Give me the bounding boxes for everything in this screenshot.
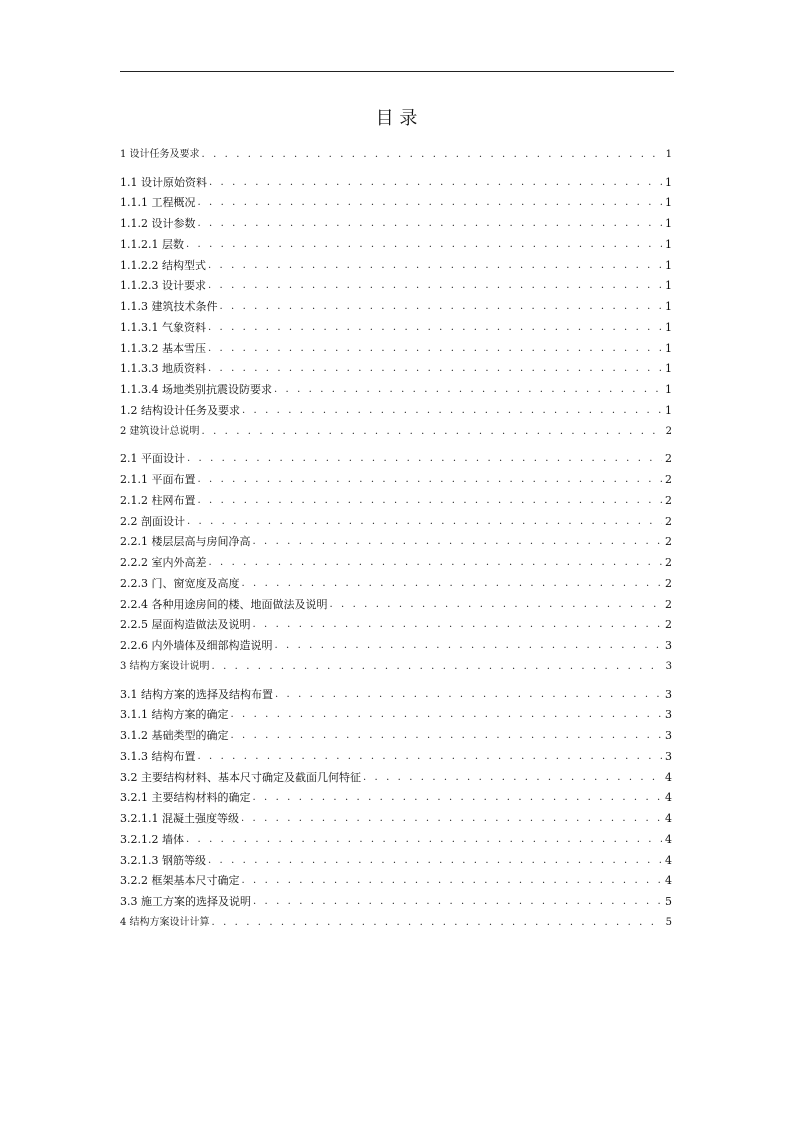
- toc-entry-page-number: 3: [665, 708, 672, 722]
- dot-leader: [253, 618, 663, 631]
- dot-leader: [208, 321, 662, 334]
- toc-entry-label: 3.1.2 基础类型的确定: [120, 729, 229, 742]
- toc-entry[interactable]: [120, 701, 672, 722]
- toc-entry[interactable]: [120, 804, 672, 825]
- toc-entry-label: 4 结构方案设计计算: [120, 916, 210, 928]
- toc-entry-page-number: 1: [665, 341, 672, 355]
- toc-entry[interactable]: [120, 251, 672, 272]
- toc-entry-label: 3.2.1.1 混凝土强度等级: [120, 812, 239, 825]
- dot-leader: [198, 217, 663, 230]
- toc-entry-label: 3.2.1.2 墙体: [120, 832, 184, 846]
- dot-leader: [253, 535, 663, 548]
- toc-entry-page-number: 4: [665, 812, 672, 825]
- toc-entry[interactable]: [120, 272, 672, 293]
- dot-leader: [209, 176, 662, 189]
- toc-entry-label: 2.1.2 柱网布置: [120, 493, 196, 507]
- dot-leader: [202, 425, 658, 438]
- toc-entry[interactable]: [120, 313, 672, 334]
- toc-entry-label: 1.1.2.3 设计要求: [120, 279, 206, 293]
- toc-entry-page-number: 2: [665, 618, 672, 632]
- dot-leader: [208, 259, 662, 272]
- toc-entry[interactable]: [120, 445, 672, 466]
- dot-leader: [187, 515, 662, 528]
- toc-entry-label: 1.1.2 设计参数: [120, 217, 196, 230]
- dot-leader: [208, 854, 662, 867]
- dot-leader: [198, 494, 663, 507]
- toc-entry-label: 1.1.3.2 基本雪压: [120, 341, 206, 355]
- toc-entry-label: 1.1.2.1 层数: [120, 237, 184, 251]
- toc-entry[interactable]: [120, 652, 672, 673]
- toc-entry-page-number: 5: [665, 916, 672, 928]
- toc-entry-label: 2 建筑设计总说明: [120, 425, 200, 437]
- toc-entry-label: 2.2.3 门、窗宽度及高度: [120, 576, 240, 590]
- toc-entry[interactable]: [120, 230, 672, 251]
- toc-entry-page-number: 2: [665, 473, 672, 486]
- toc-entry-label: 1 设计任务及要求: [120, 148, 200, 160]
- toc-entry-label: 2.2.5 屋面构造做法及说明: [120, 618, 251, 632]
- dot-leader: [202, 148, 658, 161]
- toc-entry[interactable]: [120, 528, 672, 549]
- dot-leader: [208, 279, 662, 292]
- toc-entry-page-number: 1: [665, 175, 672, 189]
- dot-leader: [186, 833, 662, 846]
- toc-entry-page-number: 1: [665, 217, 672, 230]
- toc-entry[interactable]: [120, 908, 672, 929]
- toc-entry[interactable]: [120, 590, 672, 611]
- toc-entry[interactable]: [120, 355, 672, 376]
- toc-entry[interactable]: [120, 334, 672, 355]
- dot-leader: [198, 750, 663, 763]
- toc-entry-label: 3.3 施工方案的选择及说明: [120, 895, 251, 908]
- toc-entry-page-number: 1: [665, 300, 672, 313]
- table-of-contents: [120, 140, 672, 929]
- toc-entry[interactable]: [120, 721, 672, 742]
- toc-entry[interactable]: [120, 763, 672, 784]
- toc-entry[interactable]: [120, 396, 672, 417]
- toc-entry-page-number: 2: [665, 514, 672, 528]
- toc-entry-page-number: 3: [665, 729, 672, 742]
- toc-entry[interactable]: [120, 375, 672, 396]
- toc-entry-label: 3 结构方案设计说明: [120, 660, 210, 672]
- toc-entry-label: 3.2.1.3 钢筋等级: [120, 853, 206, 867]
- toc-entry[interactable]: [120, 887, 672, 908]
- dot-leader: [231, 708, 663, 721]
- toc-entry-label: 2.2 剖面设计: [120, 514, 185, 528]
- dot-leader: [241, 812, 662, 825]
- toc-entry[interactable]: [120, 680, 672, 701]
- toc-entry-label: 2.1 平面设计: [120, 452, 185, 466]
- dot-leader: [198, 473, 663, 486]
- toc-entry-page-number: 1: [665, 320, 672, 334]
- toc-entry-page-number: 4: [665, 791, 672, 805]
- toc-entry-label: 2.2.6 内外墙体及细部构造说明: [120, 639, 273, 652]
- toc-title: 目 录: [375, 108, 418, 129]
- toc-entry-label: 1.2 结构设计任务及要求: [120, 403, 240, 417]
- dot-leader: [208, 342, 662, 355]
- header-rule: [120, 71, 674, 72]
- toc-entry-page-number: 1: [665, 196, 672, 210]
- toc-entry-label: 3.1 结构方案的选择及结构布置: [120, 687, 273, 701]
- dot-leader: [198, 196, 663, 209]
- toc-entry-page-number: 3: [665, 687, 672, 701]
- toc-entry[interactable]: [120, 292, 672, 313]
- toc-entry[interactable]: [120, 569, 672, 590]
- toc-entry[interactable]: [120, 417, 672, 438]
- dot-leader: [363, 771, 662, 784]
- dot-leader: [231, 729, 663, 742]
- toc-entry[interactable]: [120, 825, 672, 846]
- dot-leader: [275, 639, 663, 652]
- toc-entry-label: 1.1 设计原始资料: [120, 175, 207, 189]
- toc-entry-label: 3.2.1 主要结构材料的确定: [120, 791, 251, 805]
- toc-entry-page-number: 2: [665, 493, 672, 507]
- toc-entry-page-number: 4: [665, 770, 672, 784]
- toc-entry-page-number: 2: [665, 576, 672, 590]
- dot-leader: [275, 688, 662, 701]
- toc-entry-page-number: 5: [665, 895, 672, 908]
- dot-leader: [274, 383, 662, 396]
- toc-entry[interactable]: [120, 611, 672, 632]
- toc-entry-page-number: 4: [665, 832, 672, 846]
- toc-entry-page-number: 2: [665, 597, 672, 611]
- toc-entry[interactable]: [120, 465, 672, 486]
- dot-leader: [253, 895, 662, 908]
- toc-entry[interactable]: [120, 548, 672, 569]
- dot-leader: [253, 791, 663, 804]
- toc-entry[interactable]: [120, 486, 672, 507]
- toc-entry-page-number: 1: [665, 362, 672, 376]
- dot-leader: [209, 556, 663, 569]
- dot-leader: [329, 598, 662, 611]
- toc-entry[interactable]: [120, 209, 672, 230]
- toc-entry-label: 1.1.3.3 地质资料: [120, 362, 206, 376]
- toc-entry[interactable]: [120, 140, 672, 161]
- toc-entry-page-number: 1: [665, 237, 672, 251]
- toc-entry-page-number: 1: [665, 383, 672, 396]
- toc-entry-page-number: 1: [665, 279, 672, 293]
- toc-entry[interactable]: [120, 742, 672, 763]
- toc-entry-page-number: 2: [665, 425, 672, 437]
- toc-entry-page-number: 3: [665, 660, 672, 672]
- toc-entry[interactable]: [120, 631, 672, 652]
- toc-entry-label: 1.1.1 工程概况: [120, 196, 196, 210]
- dot-leader: [242, 874, 663, 887]
- dot-leader: [242, 404, 662, 417]
- toc-entry-label: 3.2 主要结构材料、基本尺寸确定及截面几何特征: [120, 770, 361, 784]
- toc-entry-page-number: 2: [665, 452, 672, 466]
- toc-entry-label: 2.2.4 各种用途房间的楼、地面做法及说明: [120, 597, 328, 611]
- dot-leader: [220, 300, 663, 313]
- toc-entry-page-number: 4: [665, 874, 672, 888]
- toc-entry-label: 2.1.1 平面布置: [120, 473, 196, 486]
- toc-entry-page-number: 2: [665, 556, 672, 569]
- toc-entry-label: 3.2.2 框架基本尺寸确定: [120, 874, 240, 888]
- toc-entry-label: 3.1.1 结构方案的确定: [120, 708, 229, 722]
- toc-entry[interactable]: [120, 507, 672, 528]
- toc-entry-label: 1.1.3.1 气象资料: [120, 320, 206, 334]
- toc-entry-page-number: 3: [665, 639, 672, 652]
- toc-entry-page-number: 1: [665, 258, 672, 272]
- toc-entry-page-number: 3: [665, 749, 672, 763]
- toc-entry-page-number: 2: [665, 535, 672, 549]
- toc-entry-label: 2.2.1 楼层层高与房间净高: [120, 535, 251, 549]
- toc-entry[interactable]: [120, 168, 672, 189]
- toc-entry-label: 1.1.2.2 结构型式: [120, 258, 206, 272]
- toc-entry-label: 2.2.2 室内外高差: [120, 556, 207, 569]
- toc-entry-label: 3.1.3 结构布置: [120, 749, 196, 763]
- dot-leader: [186, 238, 662, 251]
- toc-entry-page-number: 1: [665, 148, 672, 160]
- dot-leader: [212, 916, 658, 929]
- toc-entry[interactable]: [120, 784, 672, 805]
- dot-leader: [208, 362, 662, 375]
- toc-entry-label: 1.1.3 建筑技术条件: [120, 300, 218, 313]
- toc-entry[interactable]: [120, 867, 672, 888]
- toc-entry[interactable]: [120, 189, 672, 210]
- toc-entry[interactable]: [120, 846, 672, 867]
- dot-leader: [212, 660, 658, 673]
- dot-leader: [187, 452, 662, 465]
- toc-entry-page-number: 1: [665, 403, 672, 417]
- dot-leader: [242, 577, 663, 590]
- toc-entry-label: 1.1.3.4 场地类别抗震设防要求: [120, 383, 272, 396]
- toc-entry-page-number: 4: [665, 853, 672, 867]
